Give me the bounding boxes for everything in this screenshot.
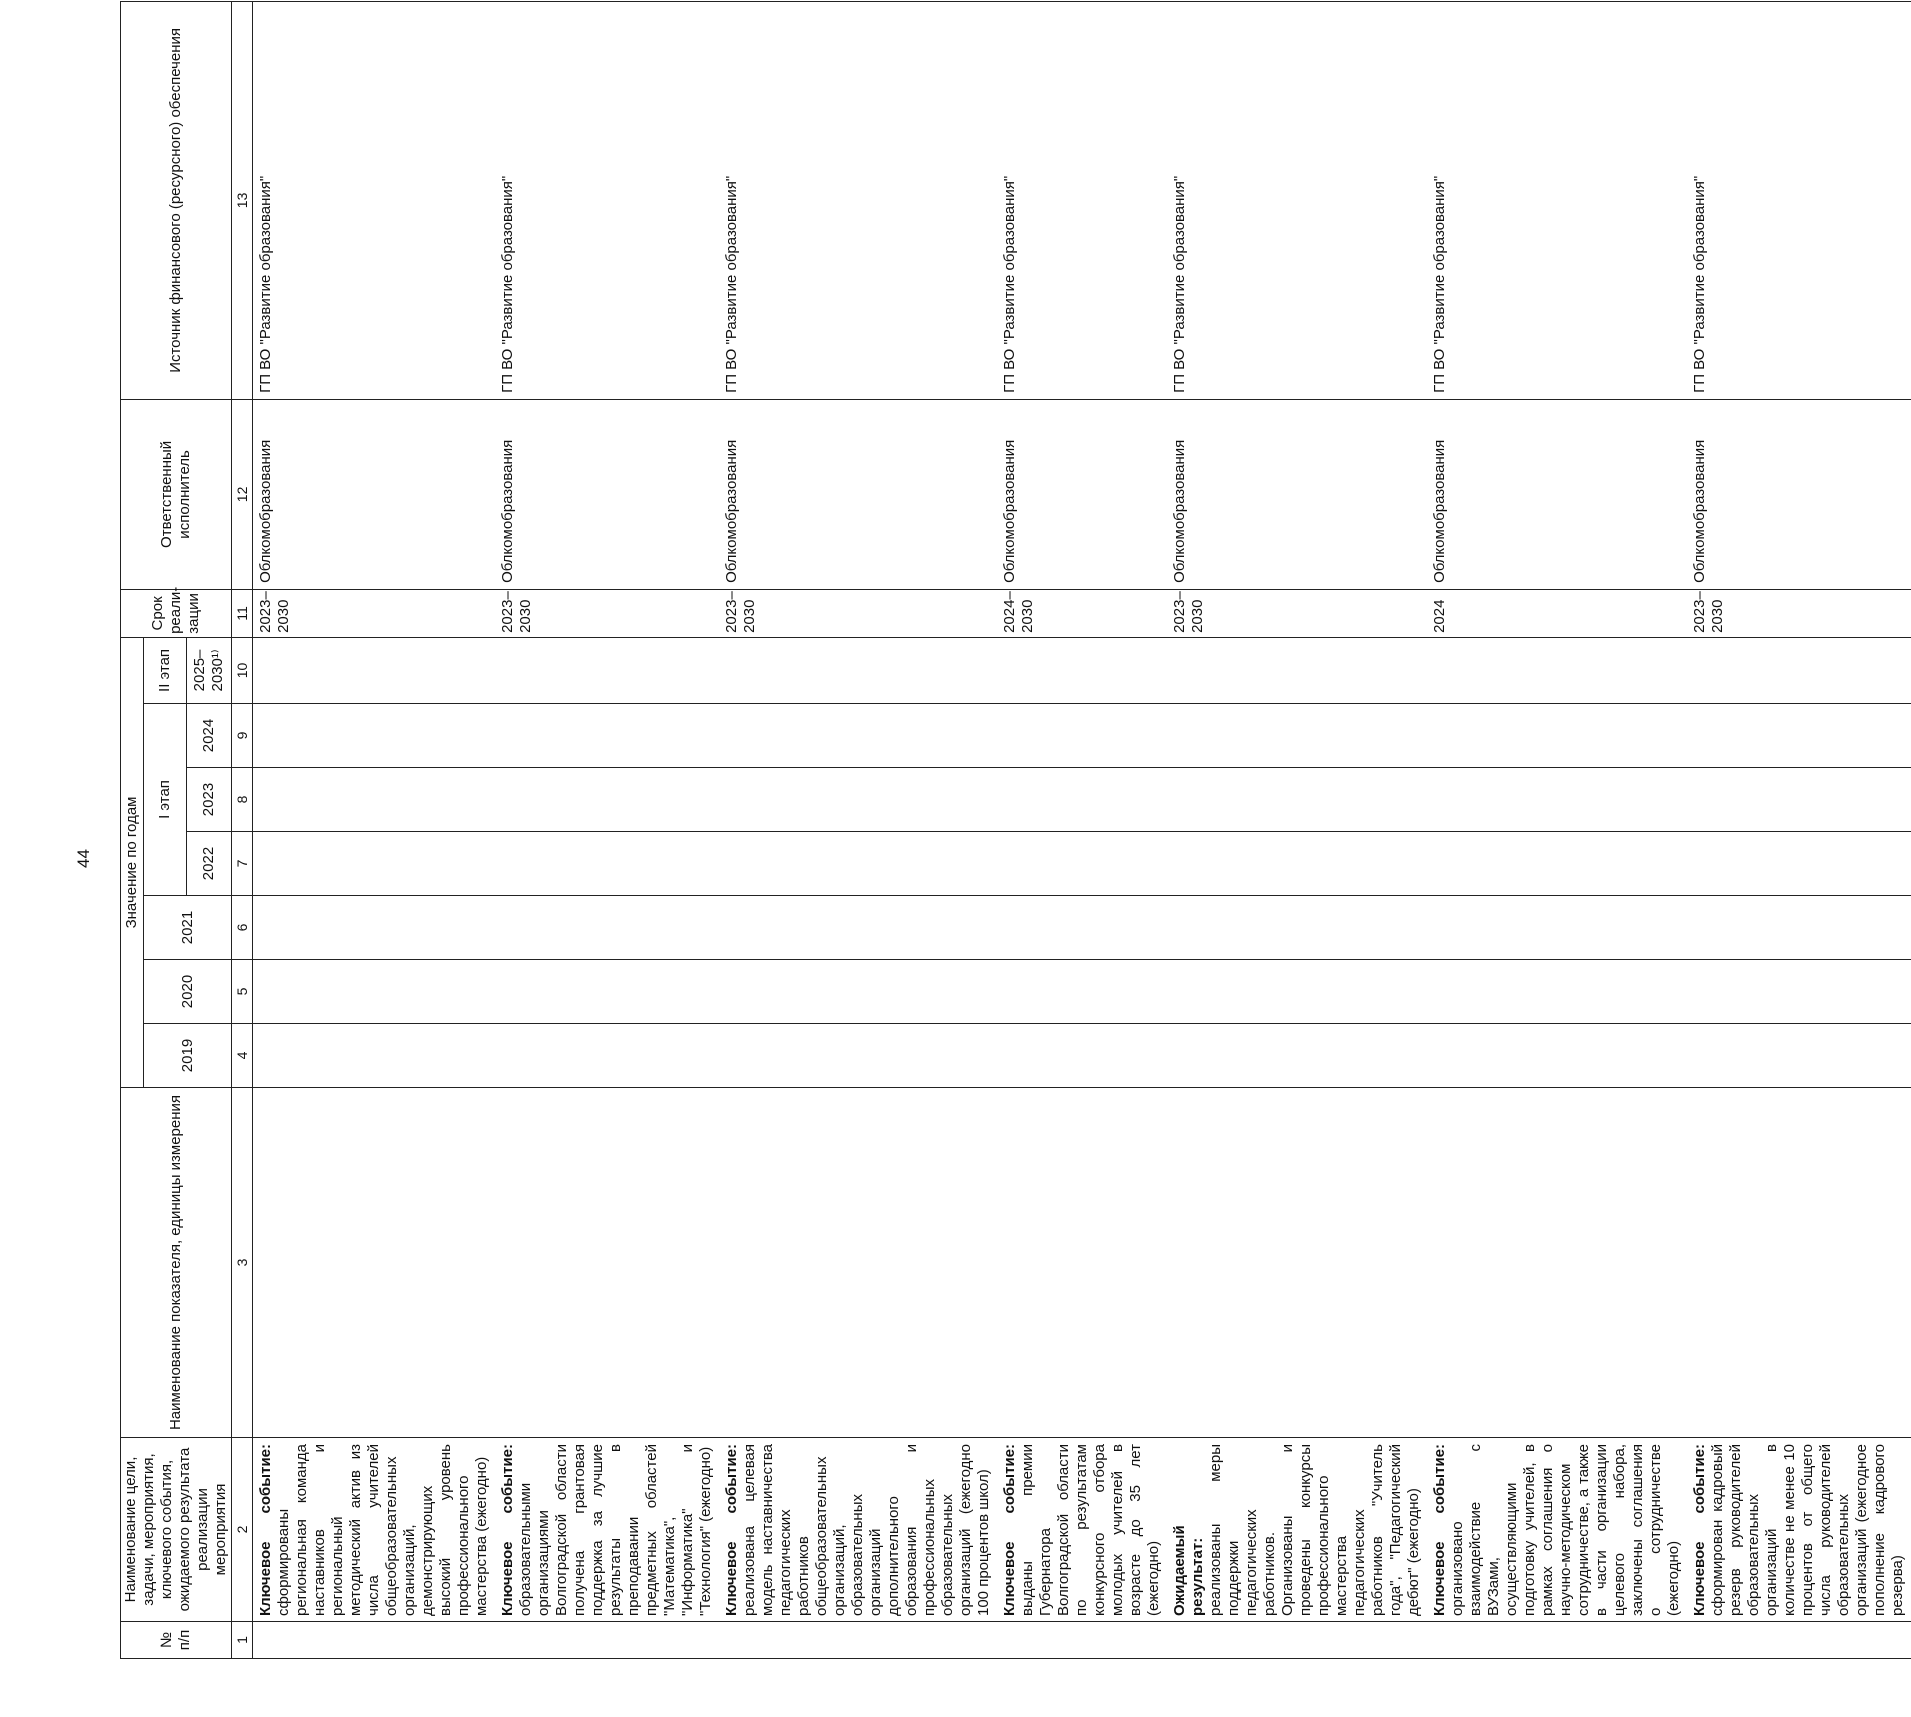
value-cell (1687, 768, 1911, 832)
value-cell (1687, 960, 1911, 1024)
row-indicator-cell (1427, 1088, 1687, 1438)
row-term: 2023– 2030 (253, 589, 496, 637)
value-cell (719, 832, 997, 896)
table-row (997, 1, 1167, 1658)
value-cell (1167, 637, 1427, 703)
value-cell (1167, 832, 1427, 896)
row-number-cell (495, 1622, 719, 1659)
value-cell (1427, 704, 1687, 768)
row-executor: Облкомобразования (719, 399, 997, 589)
column-number: 1 (232, 1622, 253, 1659)
value-cell (495, 832, 719, 896)
row-text: сформированы региональная команда наставников и региональный методический актив из числа учителей общеобразовательных организаций, демонстрирующих высокий уровень профессионального мастерства (ежегодно) (275, 1444, 490, 1616)
row-number-cell (253, 1622, 496, 1659)
row-text: сформирован кадровый резерв руководителей образовательных организаций в количестве не менее 10 процентов от общего числа руководителей образовательных организаций (ежегодное пополнение кадрового резерва) (1709, 1444, 1906, 1616)
row-text: реализованы меры поддержки педагогических работников. Организованы и проведены конкурсы профессионального мастерства педагогических работников "Учитель года", "Педагогический дебют" (ежегодно) (1207, 1444, 1422, 1616)
table-row (495, 1, 719, 1658)
column-number: 2 (232, 1438, 253, 1622)
row-indicator-cell (719, 1088, 997, 1438)
value-cell (495, 637, 719, 703)
value-cell (719, 960, 997, 1024)
value-cell (997, 896, 1167, 960)
column-number: 7 (232, 832, 253, 896)
row-term: 2023– 2030 (719, 589, 997, 637)
table-row (253, 1, 496, 1658)
header-2022: 2022 (187, 832, 232, 896)
row-source: ГП ВО "Развитие образования" (997, 1, 1167, 399)
value-cell (1427, 1024, 1687, 1088)
value-cell (1687, 896, 1911, 960)
header-source: Источник финансового (ресурсного) обеспечения (121, 1, 232, 399)
row-executor: Облкомобразования (1687, 399, 1911, 589)
column-number: 5 (232, 960, 253, 1024)
value-cell (1427, 960, 1687, 1024)
table-row (719, 1, 997, 1658)
row-term: 2023– 2030 (1167, 589, 1427, 637)
column-number: 13 (232, 1, 253, 399)
value-cell (253, 637, 496, 703)
row-term: 2023– 2030 (1687, 589, 1911, 637)
table-row (1687, 1, 1911, 1658)
row-name-cell (1167, 1438, 1427, 1622)
row-executor: Облкомобразования (997, 399, 1167, 589)
row-lead: Ключевое событие: (499, 1444, 516, 1616)
header-values-by-year: Значение по годам (121, 637, 144, 1087)
row-number-cell (1427, 1622, 1687, 1659)
row-name-cell (1687, 1438, 1911, 1622)
header-num: № п/п (121, 1622, 232, 1659)
row-name-cell (495, 1438, 719, 1622)
header-2019: 2019 (144, 1024, 232, 1088)
value-cell (253, 960, 496, 1024)
value-cell (719, 1024, 997, 1088)
row-number-cell (1167, 1622, 1427, 1659)
row-indicator-cell (495, 1088, 719, 1438)
value-cell (997, 832, 1167, 896)
value-cell (1687, 1024, 1911, 1088)
row-text: образовательными организациями Волгоградской области получена грантовая поддержка за лучшие результаты в преподавании предметных областей "Математика", "Информатика" и "Технология" (ежегодно) (517, 1444, 714, 1616)
value-cell (253, 768, 496, 832)
value-cell (1687, 704, 1911, 768)
row-source: ГП ВО "Развитие образования" (719, 1, 997, 399)
row-source: ГП ВО "Развитие образования" (1687, 1, 1911, 399)
value-cell (719, 637, 997, 703)
value-cell (495, 896, 719, 960)
value-cell (1427, 768, 1687, 832)
value-cell (997, 768, 1167, 832)
row-lead: Ожидаемый результат: (1171, 1525, 1206, 1616)
column-number: 3 (232, 1088, 253, 1438)
row-indicator-cell (997, 1088, 1167, 1438)
value-cell (1167, 960, 1427, 1024)
row-lead: Ключевое событие: (1431, 1444, 1448, 1616)
row-name-cell (253, 1438, 496, 1622)
header-2025-2030: 2025– 2030¹⁾ (187, 637, 232, 703)
page-number: 44 (74, 849, 93, 868)
row-text: организовано взаимодействие с ВУЗами, осуществляющими подготовку учителей, в рамках соглашения о научно-методическом сотрудничестве, а также в части организации целевого набора, заключены соглашения о сотрудничестве (ежегодно) (1449, 1444, 1682, 1616)
row-source: ГП ВО "Развитие образования" (1427, 1, 1687, 399)
row-name-cell (997, 1438, 1167, 1622)
value-cell (997, 960, 1167, 1024)
value-cell (495, 768, 719, 832)
row-executor: Облкомобразования (495, 399, 719, 589)
program-table (120, 1, 1911, 1659)
row-number-cell (1687, 1622, 1911, 1659)
value-cell (1167, 704, 1427, 768)
value-cell (1167, 896, 1427, 960)
value-cell (253, 704, 496, 768)
row-number-cell (997, 1622, 1167, 1659)
header-stage-1: I этап (144, 704, 187, 896)
value-cell (997, 704, 1167, 768)
column-number: 9 (232, 704, 253, 768)
row-indicator-cell (253, 1088, 496, 1438)
row-executor: Облкомобразования (1167, 399, 1427, 589)
column-numbers-row (232, 1, 253, 1658)
value-cell (719, 704, 997, 768)
row-term: 2024– 2030 (997, 589, 1167, 637)
value-cell (1427, 832, 1687, 896)
row-indicator-cell (1687, 1088, 1911, 1438)
value-cell (1687, 637, 1911, 703)
row-lead: Ключевое событие: (257, 1444, 274, 1616)
row-number-cell (719, 1622, 997, 1659)
row-source: ГП ВО "Развитие образования" (495, 1, 719, 399)
header-name: Наименование цели, задачи, мероприятия, ключевого события, ожидаемого результата реализации мероприятия (121, 1438, 232, 1622)
value-cell (997, 1024, 1167, 1088)
value-cell (495, 704, 719, 768)
row-indicator-cell (1167, 1088, 1427, 1438)
value-cell (253, 896, 496, 960)
value-cell (1167, 1024, 1427, 1088)
header-term: Срок реали- зации (121, 589, 232, 637)
row-lead: Ключевое событие: (1001, 1444, 1018, 1616)
row-lead: Ключевое событие: (723, 1444, 740, 1616)
column-number: 8 (232, 768, 253, 832)
header-indicator: Наименование показателя, единицы измерения (121, 1088, 232, 1438)
row-name-cell (719, 1438, 997, 1622)
value-cell (495, 1024, 719, 1088)
header-stage-2: II этап (144, 637, 187, 703)
row-source: ГП ВО "Развитие образования" (253, 1, 496, 399)
column-number: 10 (232, 637, 253, 703)
row-source: ГП ВО "Развитие образования" (1167, 1, 1427, 399)
row-name-cell (1427, 1438, 1687, 1622)
column-number: 6 (232, 896, 253, 960)
value-cell (1427, 896, 1687, 960)
row-executor: Облкомобразования (253, 399, 496, 589)
header-2024: 2024 (187, 704, 232, 768)
value-cell (1427, 637, 1687, 703)
value-cell (997, 637, 1167, 703)
header-2021: 2021 (144, 896, 232, 960)
column-number: 4 (232, 1024, 253, 1088)
value-cell (1167, 768, 1427, 832)
header-executor: Ответственный исполнитель (121, 399, 232, 589)
row-term: 2023– 2030 (495, 589, 719, 637)
value-cell (253, 1024, 496, 1088)
table-row (1427, 1, 1687, 1658)
row-text: выданы премии Губернатора Волгоградской области по результатам конкурсного отбора молодых учителей в возрасте до 35 лет (ежегодно) (1019, 1444, 1162, 1616)
row-text: реализована целевая модель наставничества педагогических работников общеобразовательных организаций, образовательных организаций дополнительного образования и профессиональных образовательных организаций (ежегодно 100 процентов школ) (741, 1444, 992, 1616)
column-number: 12 (232, 399, 253, 589)
row-lead: Ключевое событие: (1691, 1444, 1708, 1616)
row-term: 2024 (1427, 589, 1687, 637)
header-2020: 2020 (144, 960, 232, 1024)
column-number: 11 (232, 589, 253, 637)
value-cell (1687, 832, 1911, 896)
value-cell (719, 768, 997, 832)
row-executor: Облкомобразования (1427, 399, 1687, 589)
value-cell (719, 896, 997, 960)
header-2023: 2023 (187, 768, 232, 832)
value-cell (495, 960, 719, 1024)
value-cell (253, 832, 496, 896)
table-row (1167, 1, 1427, 1658)
